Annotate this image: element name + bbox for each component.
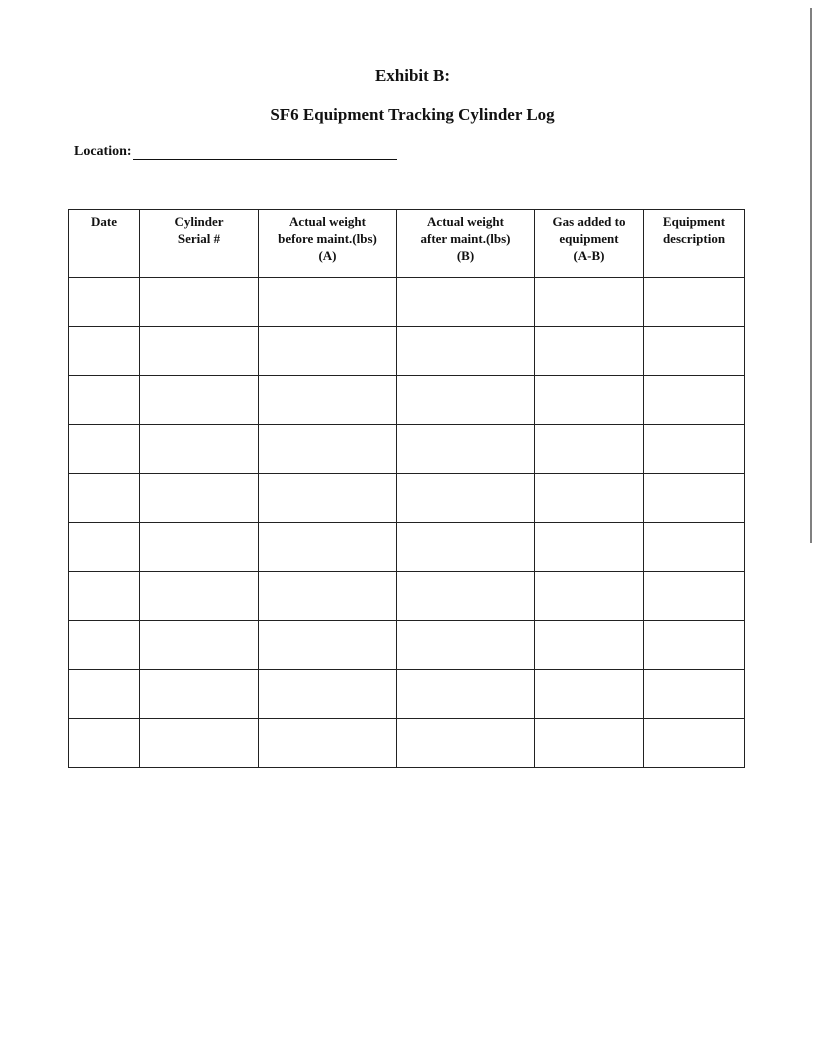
table-cell-cylinder-serial[interactable] [140, 474, 259, 523]
table-row [69, 719, 745, 768]
table-row [69, 327, 745, 376]
table-cell-weight-after[interactable] [397, 523, 535, 572]
table-cell-weight-before[interactable] [259, 572, 397, 621]
column-header-weight-before: Actual weight before maint.(lbs) (A) [259, 210, 397, 278]
table-row [69, 376, 745, 425]
table-cell-equipment-description[interactable] [644, 278, 745, 327]
table-cell-equipment-description[interactable] [644, 425, 745, 474]
table-row [69, 474, 745, 523]
table-cell-weight-before[interactable] [259, 523, 397, 572]
table-cell-weight-before[interactable] [259, 327, 397, 376]
table-cell-cylinder-serial[interactable] [140, 719, 259, 768]
table-cell-weight-after[interactable] [397, 719, 535, 768]
location-field[interactable] [133, 145, 397, 160]
table-cell-cylinder-serial[interactable] [140, 278, 259, 327]
table-cell-cylinder-serial[interactable] [140, 376, 259, 425]
table-cell-equipment-description[interactable] [644, 719, 745, 768]
column-header-equipment-description: Equipment description [644, 210, 745, 278]
table-cell-equipment-description[interactable] [644, 376, 745, 425]
table-cell-gas-added[interactable] [535, 670, 644, 719]
table-cell-equipment-description[interactable] [644, 670, 745, 719]
table-header-row [69, 210, 745, 278]
table-row [69, 621, 745, 670]
column-header-date: Date [69, 210, 140, 278]
table-row [69, 572, 745, 621]
table-cell-cylinder-serial[interactable] [140, 523, 259, 572]
table-cell-cylinder-serial[interactable] [140, 572, 259, 621]
table-cell-equipment-description[interactable] [644, 572, 745, 621]
table-row [69, 425, 745, 474]
table-cell-date[interactable] [69, 719, 140, 768]
table-cell-weight-after[interactable] [397, 376, 535, 425]
table-cell-weight-after[interactable] [397, 572, 535, 621]
table-cell-equipment-description[interactable] [644, 327, 745, 376]
table-cell-date[interactable] [69, 327, 140, 376]
table-cell-weight-after[interactable] [397, 670, 535, 719]
table-cell-weight-after[interactable] [397, 474, 535, 523]
table-cell-gas-added[interactable] [535, 719, 644, 768]
table-row [69, 523, 745, 572]
table-cell-gas-added[interactable] [535, 572, 644, 621]
table-cell-gas-added[interactable] [535, 523, 644, 572]
scan-edge-line [810, 8, 812, 543]
table-body [69, 278, 745, 768]
table-cell-date[interactable] [69, 572, 140, 621]
table-cell-gas-added[interactable] [535, 278, 644, 327]
location-row [74, 144, 397, 160]
table-cell-cylinder-serial[interactable] [140, 621, 259, 670]
column-header-weight-after: Actual weight after maint.(lbs) (B) [397, 210, 535, 278]
table-cell-equipment-description[interactable] [644, 474, 745, 523]
table-cell-date[interactable] [69, 425, 140, 474]
table-cell-date[interactable] [69, 278, 140, 327]
table-cell-date[interactable] [69, 376, 140, 425]
table-cell-date[interactable] [69, 474, 140, 523]
cylinder-log-table [68, 209, 745, 768]
table-cell-weight-before[interactable] [259, 621, 397, 670]
table-cell-weight-after[interactable] [397, 425, 535, 474]
table-cell-weight-before[interactable] [259, 474, 397, 523]
table-cell-weight-before[interactable] [259, 670, 397, 719]
table-cell-weight-before[interactable] [259, 719, 397, 768]
table-cell-equipment-description[interactable] [644, 523, 745, 572]
table-cell-gas-added[interactable] [535, 425, 644, 474]
table-cell-date[interactable] [69, 523, 140, 572]
table-cell-weight-before[interactable] [259, 425, 397, 474]
exhibit-label: Exhibit B: [374, 66, 451, 85]
form-title: SF6 Equipment Tracking Cylinder Log [270, 105, 555, 124]
table-cell-date[interactable] [69, 670, 140, 719]
table-cell-cylinder-serial[interactable] [140, 425, 259, 474]
table-cell-weight-after[interactable] [397, 621, 535, 670]
table-cell-weight-before[interactable] [259, 376, 397, 425]
table-row [69, 670, 745, 719]
table-cell-weight-before[interactable] [259, 278, 397, 327]
table-cell-gas-added[interactable] [535, 474, 644, 523]
column-header-cylinder-serial: Cylinder Serial # [140, 210, 259, 278]
table-cell-weight-after[interactable] [397, 327, 535, 376]
table-cell-gas-added[interactable] [535, 327, 644, 376]
table-cell-cylinder-serial[interactable] [140, 670, 259, 719]
table-cell-weight-after[interactable] [397, 278, 535, 327]
table-row [69, 278, 745, 327]
column-header-gas-added: Gas added to equipment (A-B) [535, 210, 644, 278]
table-cell-gas-added[interactable] [535, 621, 644, 670]
table-cell-equipment-description[interactable] [644, 621, 745, 670]
location-label: Location: [74, 144, 132, 159]
table-cell-date[interactable] [69, 621, 140, 670]
table-cell-gas-added[interactable] [535, 376, 644, 425]
table-cell-cylinder-serial[interactable] [140, 327, 259, 376]
